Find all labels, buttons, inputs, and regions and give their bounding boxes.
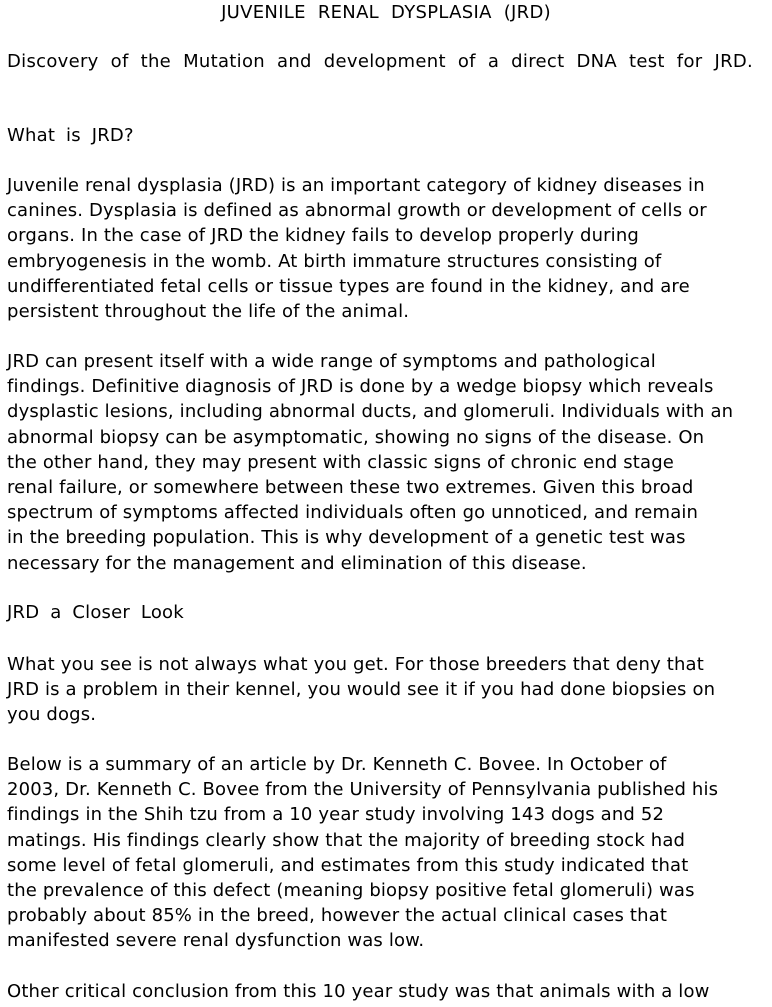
text-line: JRD is a problem in their kennel, you would see it if you had done biopsies on (7, 679, 716, 701)
text-line: you dogs. (7, 704, 97, 726)
paragraph-symptoms (7, 349, 765, 576)
paragraph-breeders (7, 652, 765, 728)
text-line: matings. His findings clearly show that the majority of breeding stock had (7, 829, 686, 851)
text-line: canines. Dysplasia is defined as abnormal growth or development of cells or (7, 200, 707, 222)
text-line: embryogenesis in the womb. At birth immature structures consisting of (7, 250, 662, 272)
text-line: in the breeding population. This is why development of a genetic test was (7, 527, 686, 549)
page-title: JUVENILE RENAL DYSPLASIA (JRD) (221, 2, 551, 23)
text-line: dysplastic lesions, including abnormal ducts, and glomeruli. Individuals with an (7, 401, 734, 423)
paragraph-conclusion (7, 979, 765, 1004)
text-line: spectrum of symptoms affected individuals often go unnoticed, and remain (7, 502, 699, 524)
text-line: abnormal biopsy can be asymptomatic, showing no signs of the disease. On (7, 426, 705, 448)
paragraph-definition (7, 173, 765, 324)
text-line: 2003, Dr. Kenneth C. Bovee from the University of Pennsylvania published his (7, 779, 719, 801)
text-line: the prevalence of this defect (meaning biopsy positive fetal glomeruli) was (7, 879, 695, 901)
text-line: What you see is not always what you get. For those breeders that deny that (7, 654, 704, 675)
text-line: necessary for the management and elimination of this disease. (7, 552, 587, 574)
text-line: the other hand, they may present with classic signs of chronic end stage (7, 451, 674, 473)
page-subtitle: Discovery of the Mutation and development of a direct DNA test for JRD. (7, 51, 754, 72)
text-line: probably about 85% in the breed, however the actual clinical cases that (7, 905, 668, 927)
text-line: findings in the Shih tzu from a 10 year study involving 143 dogs and 52 (7, 804, 665, 826)
text-line: undifferentiated fetal cells or tissue types are found in the kidney, and are (7, 275, 690, 297)
text-line: Other critical conclusion from this 10 year study was that animals with a low (7, 981, 710, 1002)
paragraph-bovee-summary (7, 752, 765, 954)
text-line: Below is a summary of an article by Dr. Kenneth C. Bovee. In October of (7, 754, 667, 775)
section-heading-what-is-jrd: What is JRD? (7, 125, 134, 146)
text-line: some level of fetal glomeruli, and estimates from this study indicated that (7, 854, 689, 876)
text-line: manifested severe renal dysfunction was low. (7, 930, 425, 952)
text-line: Juvenile renal dysplasia (JRD) is an important category of kidney diseases in (7, 175, 705, 196)
text-line: findings. Definitive diagnosis of JRD is done by a wedge biopsy which reveals (7, 376, 714, 398)
text-line: persistent throughout the life of the animal. (7, 300, 410, 322)
text-line: organs. In the case of JRD the kidney fails to develop properly during (7, 225, 639, 247)
text-line: renal failure, or somewhere between these two extremes. Given this broad (7, 476, 694, 498)
text-line: JRD can present itself with a wide range of symptoms and pathological (7, 351, 656, 372)
section-heading-closer-look: JRD a Closer Look (7, 602, 184, 623)
